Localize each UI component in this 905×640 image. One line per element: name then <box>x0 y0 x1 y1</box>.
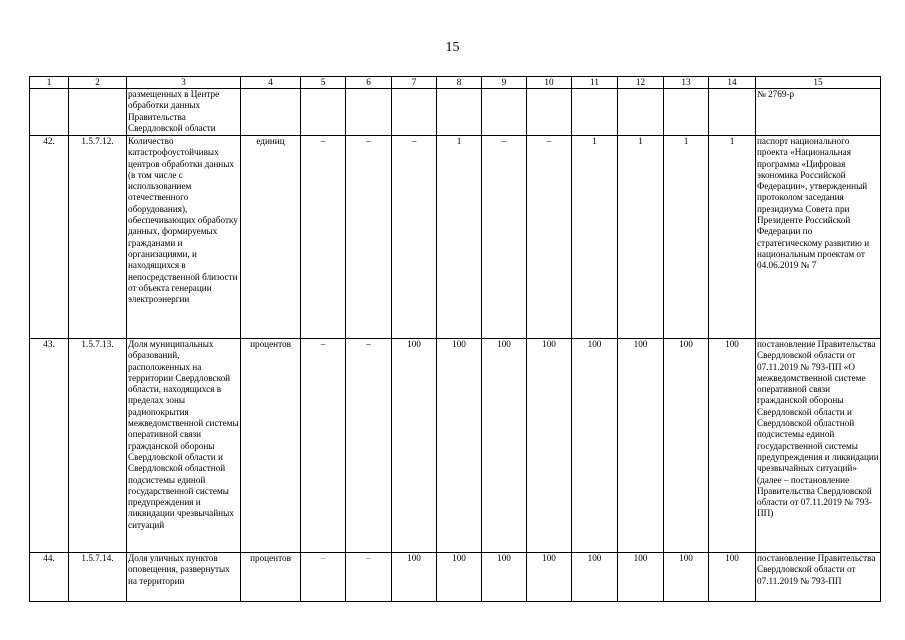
value-cell: 100 <box>618 553 664 602</box>
value-cell: 100 <box>437 553 482 602</box>
value-cell: 100 <box>572 553 618 602</box>
column-header: 1 <box>30 77 69 89</box>
column-header: 2 <box>69 77 127 89</box>
column-header: 6 <box>346 77 392 89</box>
value-cell: 100 <box>482 339 527 553</box>
column-header: 3 <box>127 77 241 89</box>
value-cell: – <box>346 339 392 553</box>
column-header: 5 <box>301 77 346 89</box>
source-cell: паспорт национального проекта «Национальная программа «Цифровая экономика Российской Федерации», утвержденный протоколом заседания президиума Совета при Президенте Российской Федерации по стратегическому развитию и национальным проектам от 04.06.2019 № 7 <box>756 136 881 339</box>
unit-cell: процентов <box>241 553 301 602</box>
source-cell: № 2769-р <box>756 89 881 136</box>
value-cell: – <box>392 136 437 339</box>
column-header: 14 <box>709 77 756 89</box>
value-cell: 100 <box>572 339 618 553</box>
indicator-name-cell: Доля уличных пунктов оповещения, развернутых на территории <box>127 553 241 602</box>
page-number: 15 <box>445 40 460 55</box>
value-cell: 100 <box>437 339 482 553</box>
value-cell: – <box>346 136 392 339</box>
value-cell: – <box>346 553 392 602</box>
source-cell: постановление Правительства Свердловской области от 07.11.2019 № 793-ПП «О межведомственной системе оперативной связи гражданской обороны Свердловской области и Свердловской областной подсистемы единой государственной системы предупреждения и ликвидации чрезвычайных ситуаций» (далее – постановление Правительства Свердловской области от 07.11.2019 № 793-ПП) <box>756 339 881 553</box>
column-header: 11 <box>572 77 618 89</box>
indicator-name-cell: Количество катастрофоустойчивых центров обработки данных (в том числе с использованием отечественного оборудования), обеспечивающих обработку данных, формируемых гражданами и организациями, и находящихся в непосредственной близости от объекта генерации электроэнергии <box>127 136 241 339</box>
value-cell: 100 <box>664 553 709 602</box>
value-cell: 100 <box>392 339 437 553</box>
value-cell: 1 <box>709 136 756 339</box>
column-header: 13 <box>664 77 709 89</box>
value-cell: – <box>527 136 572 339</box>
column-header: 10 <box>527 77 572 89</box>
column-header: 8 <box>437 77 482 89</box>
value-cell: – <box>301 339 346 553</box>
value-cell: 100 <box>618 339 664 553</box>
indicators-table <box>29 76 881 602</box>
table-row <box>30 136 881 339</box>
value-cell: 100 <box>482 553 527 602</box>
value-cell: 1 <box>572 136 618 339</box>
column-header: 4 <box>241 77 301 89</box>
value-cell: 100 <box>527 553 572 602</box>
column-header: 9 <box>482 77 527 89</box>
row-number-cell: 42. <box>30 136 69 339</box>
value-cell: 100 <box>527 339 572 553</box>
value-cell: 100 <box>392 553 437 602</box>
value-cell: 1 <box>664 136 709 339</box>
indicator-name-cell: Доля муниципальных образований, расположенных на территории Свердловской области, находящихся в пределах зоны радиопокрытия межведомственной системы оперативной связи гражданской обороны Свердловской области и Свердловской областной подсистемы единой государственной системы предупреждения и ликвидации чрезвычайных ситуаций <box>127 339 241 553</box>
value-cell: 1 <box>437 136 482 339</box>
indicator-code-cell: 1.5.7.13. <box>69 339 127 553</box>
column-header: 15 <box>756 77 881 89</box>
table-row <box>30 339 881 553</box>
value-cell: 1 <box>618 136 664 339</box>
column-header: 12 <box>618 77 664 89</box>
value-cell: 100 <box>664 339 709 553</box>
source-cell: постановление Правительства Свердловской области от 07.11.2019 № 793-ПП <box>756 553 881 602</box>
table-row-continuation <box>30 89 881 136</box>
value-cell: 100 <box>709 339 756 553</box>
column-header: 7 <box>392 77 437 89</box>
indicator-code-cell: 1.5.7.14. <box>69 553 127 602</box>
value-cell: – <box>482 136 527 339</box>
row-number-cell: 44. <box>30 553 69 602</box>
indicator-name-cell: размещенных в Центре обработки данных Правительства Свердловской области <box>127 89 241 136</box>
unit-cell: единиц <box>241 136 301 339</box>
unit-cell: процентов <box>241 339 301 553</box>
table-row <box>30 553 881 602</box>
indicator-code-cell: 1.5.7.12. <box>69 136 127 339</box>
value-cell: – <box>301 136 346 339</box>
value-cell: – <box>301 553 346 602</box>
row-number-cell: 43. <box>30 339 69 553</box>
column-number-row <box>30 77 881 89</box>
value-cell: 100 <box>709 553 756 602</box>
